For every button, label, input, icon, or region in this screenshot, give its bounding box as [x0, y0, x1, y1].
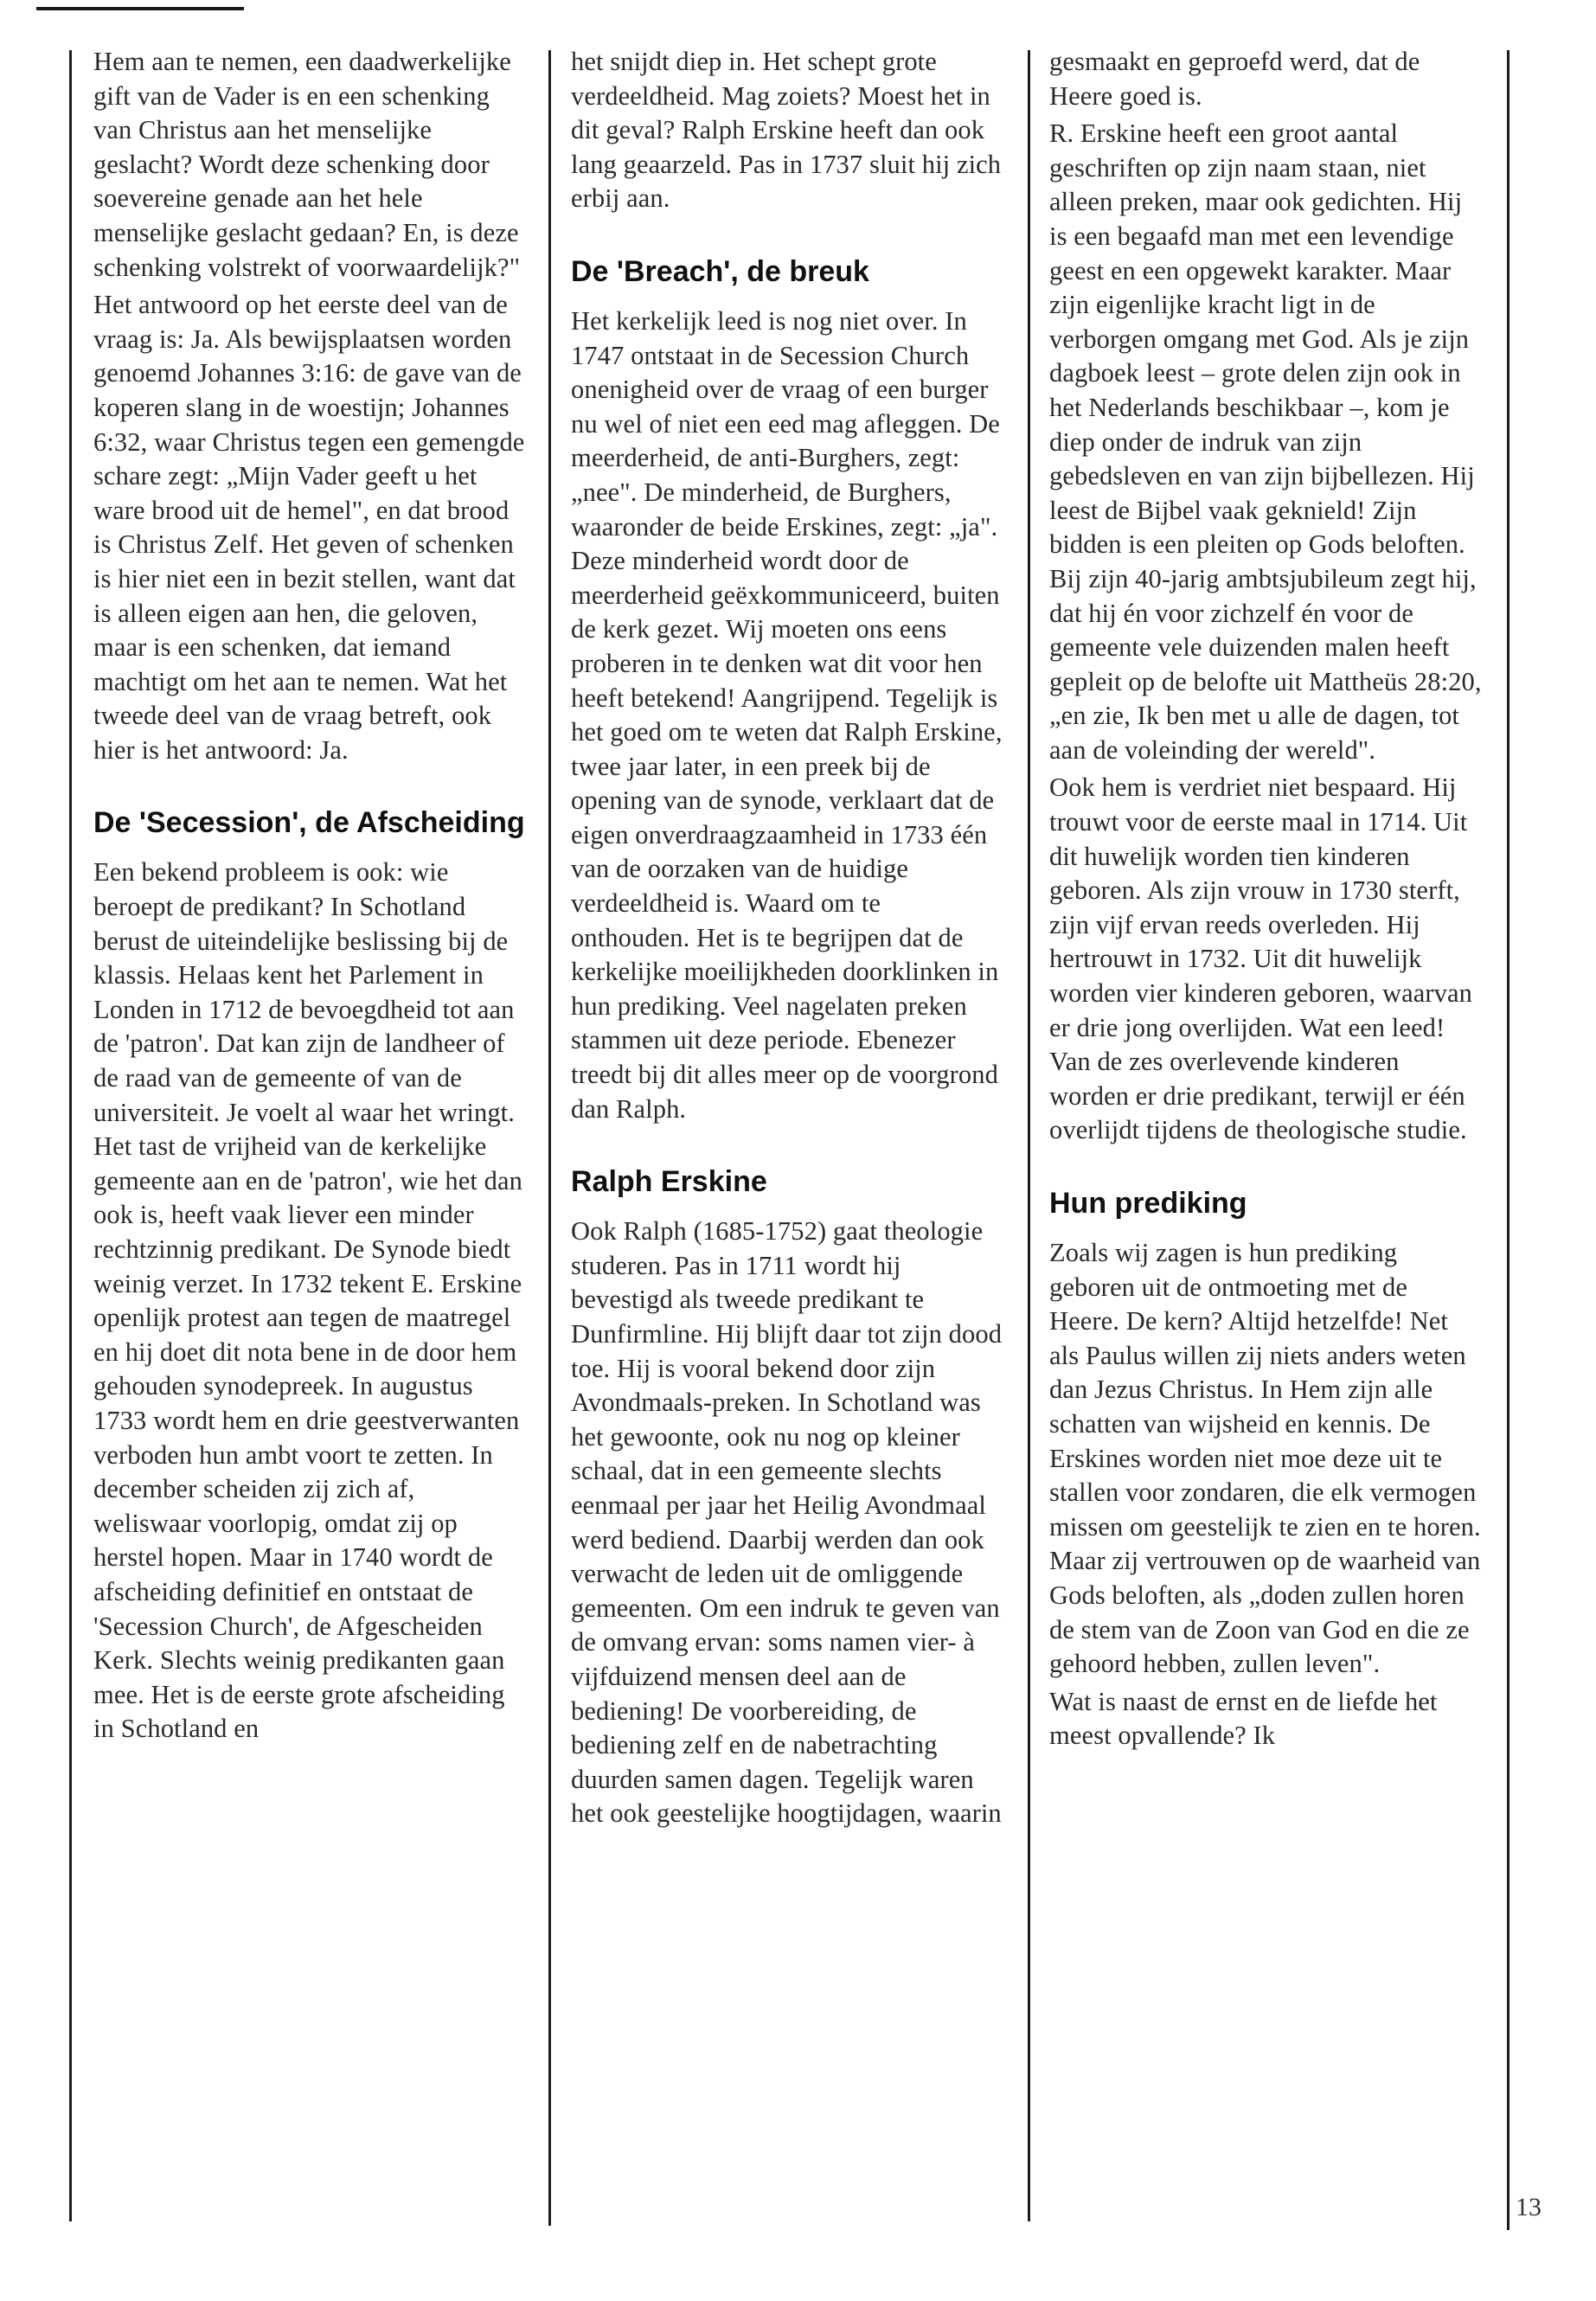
body-paragraph: Een bekend probleem is ook: wie beroept de predikant? In Schotland berust de uiteindelijke beslissing bij de klassis. Helaas kent het Parlement in Londen in 1712 de bevoegdheid tot aan de 'patron'. Dat kan zijn de landheer of de raad van de gemeente of van de universiteit. Je voelt al waar het wringt. Het tast de vrijheid van de kerkelijke gemeente aan en de 'patron', wie het dan ook is, heeft vaak liever een minder rechtzinnig predikant. De Synode biedt weinig verzet. In 1732 tekent E. Erskine openlijk protest aan tegen de maatregel en hij doet dit nota bene in de door hem gehouden synodepreek. In augustus 1733 wordt hem en drie geestverwanten verboden hun ambt voort te zetten. In december scheiden zij zich af, weliswaar voorlopig, omdat zij op herstel hopen. Maar in 1740 wordt de afscheiding definitief en ontstaat de 'Secession Church', de Afgescheiden Kerk. Slechts weinig predikanten gaan mee. Het is de eerste grote afscheiding in Schotland en [93, 857, 522, 1744]
body-paragraph: Zoals wij zagen is hun prediking geboren uit de ontmoeting met de Heere. De kern? Altijd hetzelfde! Net als Paulus willen zij niets anders weten dan Jezus Christus. In Hem zijn alle schatten van wijsheid en kennis. De Erskines worden niet moe deze uit te stallen voor zondaren, die elk vermogen missen om geestelijk te zien en te horen. Maar zij vertrouwen op de waarheid van Gods beloften, als „doden zullen horen de stem van de Zoon van God en die ze gehoord hebben, zullen leven". [1049, 1238, 1481, 1679]
section-heading: De 'Breach', de breuk [571, 254, 869, 288]
body-paragraph: Ook Ralph (1685-1752) gaat theologie studeren. Pas in 1711 wordt hij bevestigd als tweede predikant te Dunfirmline. Hij blijft daar tot zijn dood toe. Hij is vooral bekend door zijn Avondmaals-preken. In Schotland was het gewoonte, ook nu nog op kleiner schaal, dat in een gemeente slechts eenmaal per jaar het Heilig Avondmaal werd bediend. Daarbij werden dan ook verwacht de leden uit de omliggende gemeenten. Om een indruk te geven van de omvang ervan: soms namen vier- à vijfduizend mensen deel aan de bediening! De voorbereiding, de bediening zelf en de nabetrachting duurden samen dagen. Tegelijk waren het ook geestelijke hoogtijdagen, waarin [571, 1216, 1003, 1829]
column-rule-middle-right [1028, 50, 1030, 2221]
text-column-1 [93, 45, 526, 2223]
column-rule-left [69, 50, 72, 2221]
body-paragraph: Hem aan te nemen, een daadwerkelijke gift van de Vader is en een schenking van Christus aan het menselijke geslacht? Wordt deze schenking door soevereine genade aan het hele menselijke geslacht gedaan? En, is deze schenking volstrekt of voorwaardelijk?" [93, 47, 521, 282]
top-decorative-rule [36, 7, 244, 10]
section-heading: De 'Secession', de Afscheiding [93, 806, 525, 840]
column-rule-right [1507, 50, 1509, 2230]
text-column-2 [571, 45, 1003, 2223]
body-paragraph: Het antwoord op het eerste deel van de vraag is: Ja. Als bewijsplaatsen worden genoemd Johannes 3:16: de gave van de koperen slang in de woestijn; Johannes 6:32, waar Christus tegen een gemengde schare zegt: „Mijn Vader geeft u het ware brood uit de hemel", en dat brood is Christus Zelf. Het geven of schenken is hier niet een in bezit stellen, want dat is alleen eigen aan hen, die geloven, maar is een schenken, dat iemand machtigt om het aan te nemen. Wat het tweede deel van de vraag betreft, ook hier is het antwoord: Ja. [93, 290, 525, 765]
body-paragraph: Ook hem is verdriet niet bespaard. Hij trouwt voor de eerste maal in 1714. Uit dit huwelijk worden tien kinderen geboren. Als zijn vrouw in 1730 sterft, zijn vijf ervan reeds overleden. Hij hertrouwt in 1732. Uit dit huwelijk worden vier kinderen geboren, waarvan er drie jong overlijden. Wat een leed! Van de zes overlevende kinderen worden er drie predikant, terwijl er één overlijdt tijdens de theologische studie. [1049, 772, 1472, 1145]
body-paragraph: Het kerkelijk leed is nog niet over. In 1747 ontstaat in de Secession Church onenigheid over de vraag of een burger nu wel of niet een eed mag afleggen. De meerderheid, de anti-Burghers, zegt: „nee". De minderheid, de Burghers, waaronder de beide Erskines, zegt: „ja". Deze minderheid wordt door de meerderheid geëxkommuniceerd, buiten de kerk gezet. Wij moeten ons eens proberen in te denken wat dit voor hen heeft betekend! Aangrijpend. Tegelijk is het goed om te weten dat Ralph Erskine, twee jaar later, in een preek bij de opening van de synode, verklaart dat de eigen onverdraagzaamheid in 1733 één van de oorzaken van de huidige verdeeldheid is. Waard om te onthouden. Het is te begrijpen dat de kerkelijke moeilijkheden doorklinken in hun prediking. Veel nagelaten preken stammen uit deze periode. Ebenezer treedt bij dit alles meer op de voorgrond dan Ralph. [571, 305, 1003, 1124]
body-paragraph: R. Erskine heeft een groot aantal geschriften op zijn naam staan, niet alleen preken, maar ook gedichten. Hij is een begaafd man met een levendige geest en een opgewekt karakter. Maar zijn eigenlijke kracht ligt in de verborgen omgang met God. Als je zijn dagboek leest – grote delen zijn ook in het Nederlands beschikbaar –, kom je diep onder de indruk van zijn gebedsleven en van zijn bijbellezen. Hij leest de Bijbel vaak geknield! Zijn bidden is een pleiten op Gods beloften. Bij zijn 40-jarig ambtsjubileum zegt hij, dat hij én voor zichzelf én voor de gemeente vele duizenden malen heeft gepleit op de belofte uit Mattheüs 28:20, „en zie, Ik ben met u alle de dagen, tot aan de voleinding der wereld". [1049, 119, 1482, 765]
section-heading: Hun prediking [1049, 1187, 1247, 1220]
body-paragraph: gesmaakt en geproefd werd, dat de Heere goed is. [1049, 47, 1420, 111]
page-number: 13 [1516, 2193, 1542, 2221]
section-heading: Ralph Erskine [571, 1165, 767, 1199]
text-column-3 [1049, 45, 1482, 2223]
body-paragraph: Wat is naast de ernst en de liefde het meest opvallende? Ik [1049, 1686, 1438, 1751]
body-paragraph: het snijdt diep in. Het schept grote verdeeldheid. Mag zoiets? Moest het in dit geval? Ralph Erskine heeft dan ook lang geaarzeld. Pas in 1737 sluit hij zich erbij aan. [571, 47, 1002, 214]
column-rule-middle-left [548, 50, 551, 2226]
